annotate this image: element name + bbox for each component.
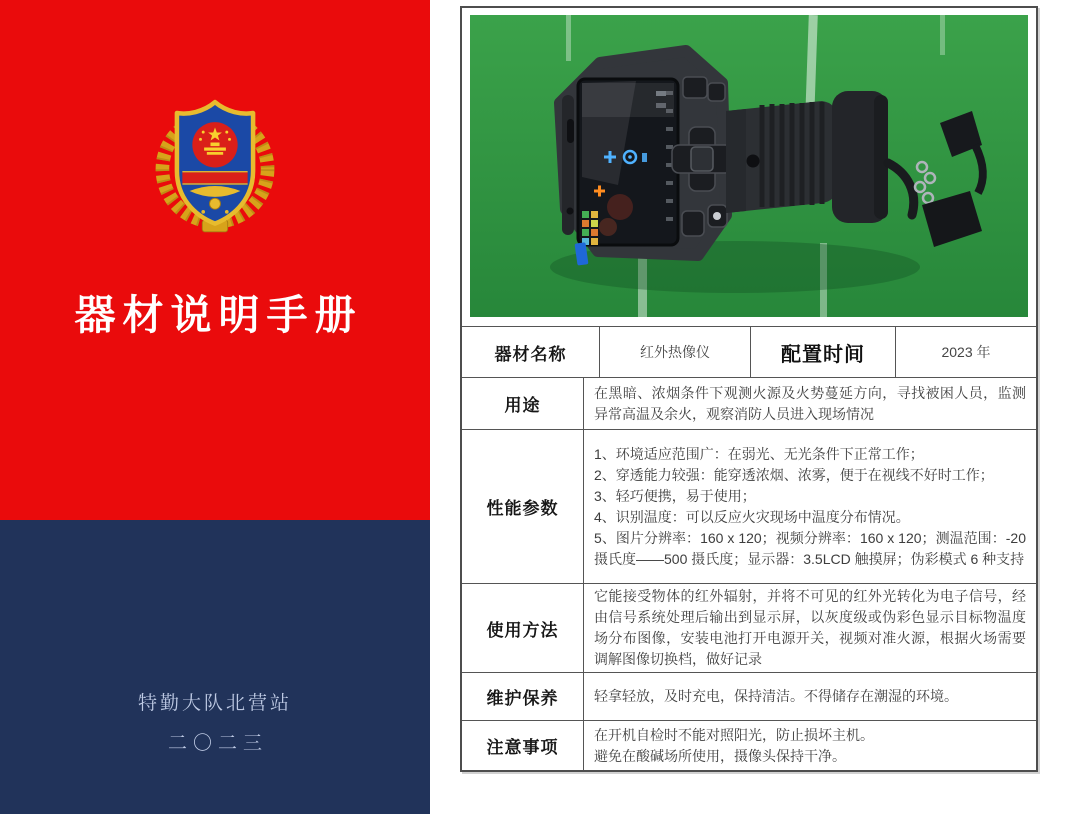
params-text [584,430,1036,583]
cover-navy-section [0,520,430,814]
table-row-method [462,583,1036,672]
speaker-slot [567,119,574,143]
table-row-notes [462,720,1036,770]
params-line: 4、识别温度：可以反应火灾现场中温度分布情况。 [594,508,910,525]
params-label: 性能参数 [462,430,584,583]
method-label: 使用方法 [462,584,584,672]
time-value-cell: 2023 年 [941,344,991,360]
cover-title: 器材说明手册 [74,292,363,338]
table-row-header [462,326,1036,377]
name-value-cell: 红外热像仪 [600,327,751,377]
fire-rescue-emblem-icon [147,84,283,240]
table-row-photo [462,8,1036,326]
thermal-camera-photo [470,15,1028,317]
params-line: 5、图片分辨率：160 x 120；视频分辨率：160 x 120；测温范围：-20 摄氏度——500 摄氏度；显示器：3.5LCD 触摸屏；伪彩模式 6 种支持 [594,529,1026,567]
spec-sheet [443,0,1080,814]
method-text: 它能接受物体的红外辐射，并将不可见的红外光转化为电子信号，经由信号系统处理后输出到显示屏，以灰度级或伪彩色显示目标物温度场分布图像，安装电池打开电源开关，视频对准火源，根据火场需要调解图像切换档，做好记录 [594,588,1026,667]
time-label-cell: 配置时间 [751,327,896,377]
table-row-usage [462,377,1036,429]
cover-year: 二〇二三 [167,733,268,754]
name-label-cell: 器材名称 [462,327,600,377]
table-row-params [462,429,1036,583]
table-row-maintenance [462,672,1036,720]
notes-line: 在开机自检时不能对照阳光，防止损坏主机。 [594,726,874,743]
cover-station: 特勤大队北营站 [137,693,292,714]
params-line: 3、轻巧便携，易于使用； [594,487,756,504]
usage-label: 用途 [462,378,584,429]
notes-line: 避免在酸碱场所使用，摄像头保持干净。 [594,747,846,764]
notes-text [584,721,1036,770]
mic-dot [567,208,574,215]
params-line: 2、穿透能力较强：能穿透浓烟、浓雾，便于在视线不好时工作； [594,466,994,483]
maintenance-label: 维护保养 [462,673,584,720]
usage-text: 在黑暗、浓烟条件下观测火源及火势蔓延方向，寻找被困人员，监测异常高温及余火，观察消防人员进入现场情况 [594,384,1026,422]
spec-table [460,6,1038,772]
cover-red-section [0,0,430,520]
equipment-photo-cell [462,8,1036,326]
notes-label: 注意事项 [462,721,584,770]
params-line: 1、环境适应范围广：在弱光、无光条件下正常工作； [594,445,924,462]
cover-panel [0,0,430,814]
maintenance-text: 轻拿轻放，及时充电，保持清洁。不得储存在潮湿的环境。 [594,688,958,704]
